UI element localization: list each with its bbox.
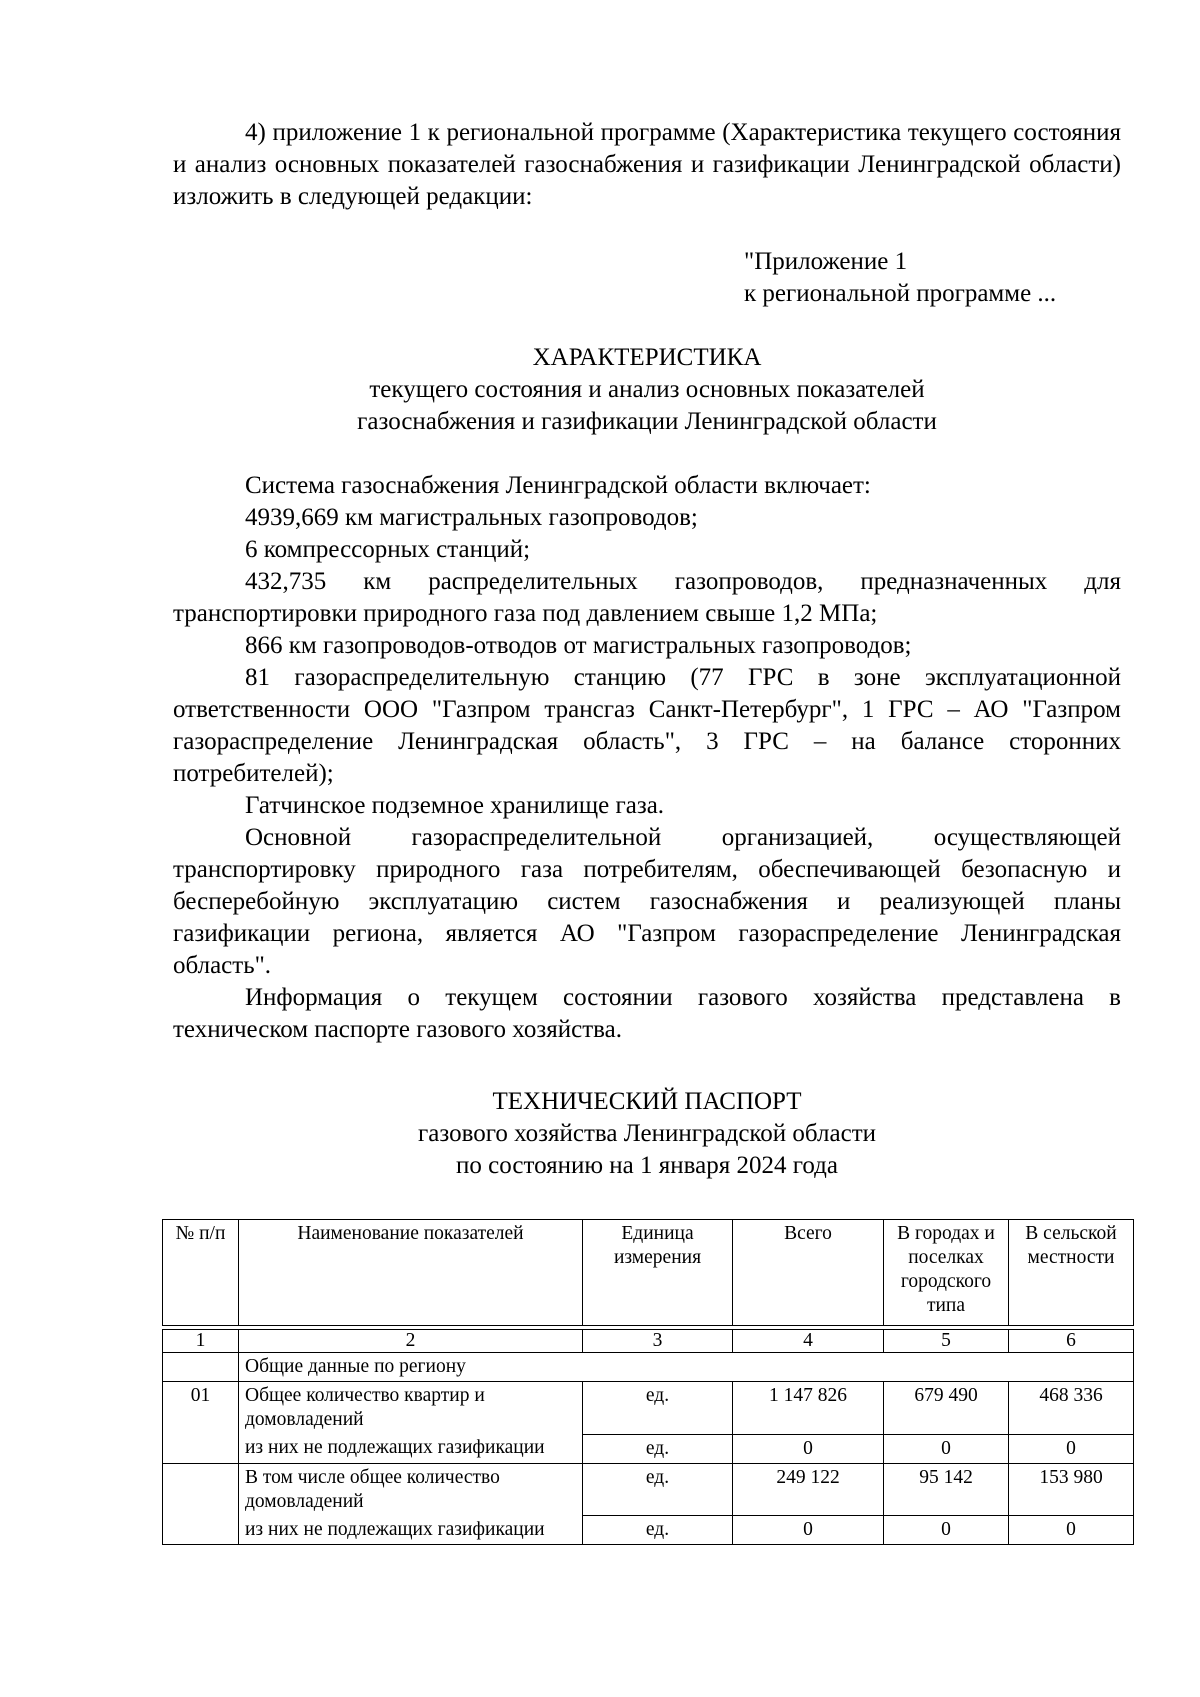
table-header-row	[163, 1220, 1134, 1326]
characteristic-title: ХАРАКТЕРИСТИКА	[532, 344, 762, 371]
header-total: Всего	[733, 1220, 884, 1326]
body-paragraph-2: 4939,669 км магистральных газопроводов;	[245, 504, 698, 531]
row-name: из них не подлежащих газификации	[239, 1434, 583, 1463]
row-urban: 95 142	[884, 1463, 1009, 1516]
row-rural: 0	[1009, 1434, 1134, 1463]
column-number-3: 3	[583, 1330, 733, 1353]
column-number-4: 4	[733, 1330, 884, 1353]
header-unit: Единица измерения	[583, 1220, 733, 1326]
table-row	[163, 1463, 1134, 1516]
passport-title: ТЕХНИЧЕСКИЙ ПАСПОРТ	[492, 1088, 802, 1115]
row-num	[163, 1463, 239, 1545]
row-total: 0	[733, 1434, 884, 1463]
header-num: № п/п	[163, 1220, 239, 1326]
row-name: из них не подлежащих газификации	[239, 1516, 583, 1545]
section-label: Общие данные по региону	[239, 1353, 1134, 1382]
characteristic-subtitle-1: текущего состояния и анализ основных показателей	[369, 376, 925, 403]
row-rural: 153 980	[1009, 1463, 1134, 1516]
row-name: Общее количество квартир и домовладений	[239, 1382, 583, 1435]
header-name: Наименование показателей	[239, 1220, 583, 1326]
row-unit: ед.	[583, 1434, 733, 1463]
row-unit: ед.	[583, 1382, 733, 1435]
table-row	[163, 1516, 1134, 1545]
body-paragraph-4: 432,735 км распределительных газопроводов, предназначенных для транспортировки природного газа под давлением свыше 1,2 МПа;	[173, 568, 1121, 627]
header-urban: В городах и поселках городского типа	[884, 1220, 1009, 1326]
row-total: 249 122	[733, 1463, 884, 1516]
row-urban: 0	[884, 1516, 1009, 1545]
row-total: 1 147 826	[733, 1382, 884, 1435]
table-row	[163, 1434, 1134, 1463]
column-number-row	[163, 1330, 1134, 1353]
row-urban: 0	[884, 1434, 1009, 1463]
section-row	[163, 1353, 1134, 1382]
body-paragraph-1: Система газоснабжения Ленинградской области включает:	[245, 472, 871, 499]
body-paragraph-7: Гатчинское подземное хранилище газа.	[245, 792, 665, 819]
row-rural: 468 336	[1009, 1382, 1134, 1435]
row-total: 0	[733, 1516, 884, 1545]
appendix-line-1: "Приложение 1	[744, 248, 908, 275]
table-row	[163, 1382, 1134, 1435]
passport-subtitle-1: газового хозяйства Ленинградской области	[418, 1120, 876, 1147]
column-number-1: 1	[163, 1330, 239, 1353]
row-rural: 0	[1009, 1516, 1134, 1545]
column-number-2: 2	[239, 1330, 583, 1353]
row-num: 01	[163, 1382, 239, 1464]
row-unit: ед.	[583, 1463, 733, 1516]
body-paragraph-5: 866 км газопроводов-отводов от магистральных газопроводов;	[245, 632, 912, 659]
characteristic-subtitle-2: газоснабжения и газификации Ленинградской области	[357, 408, 937, 435]
header-rural: В сельской местности	[1009, 1220, 1134, 1326]
appendix-line-2: к региональной программе ...	[744, 280, 1057, 307]
body-paragraph-8: Основной газораспределительной организацией, осуществляющей транспортировку природного газа потребителям, обеспечивающей безопасную и бесперебойную эксплуатацию систем газоснабжения и реализующей планы газификации региона, является АО "Газпром газораспределение Ленинградская область".	[173, 824, 1121, 979]
row-name: В том числе общее количество домовладений	[239, 1463, 583, 1516]
row-unit: ед.	[583, 1516, 733, 1545]
body-paragraph-9: Информация о текущем состоянии газового хозяйства представлена в техническом паспорте газового хозяйства.	[173, 984, 1121, 1043]
passport-subtitle-2: по состоянию на 1 января 2024 года	[456, 1152, 838, 1179]
row-urban: 679 490	[884, 1382, 1009, 1435]
body-paragraph-6: 81 газораспределительную станцию (77 ГРС в зоне эксплуатационной ответственности ООО "Газпром трансгаз Санкт-Петербург", 1 ГРС – АО "Газпром газораспределение Ленинградская область", 3 ГРС – на балансе сторонних потребителей);	[173, 664, 1121, 787]
body-paragraph-3: 6 компрессорных станций;	[245, 536, 531, 563]
intro-paragraph: 4) приложение 1 к региональной программе (Характеристика текущего состояния и анализ основных показателей газоснабжения и газификации Ленинградской области) изложить в следующей редакции:	[173, 119, 1121, 210]
column-number-5: 5	[884, 1330, 1009, 1353]
passport-table	[162, 1219, 1134, 1545]
column-number-6: 6	[1009, 1330, 1134, 1353]
